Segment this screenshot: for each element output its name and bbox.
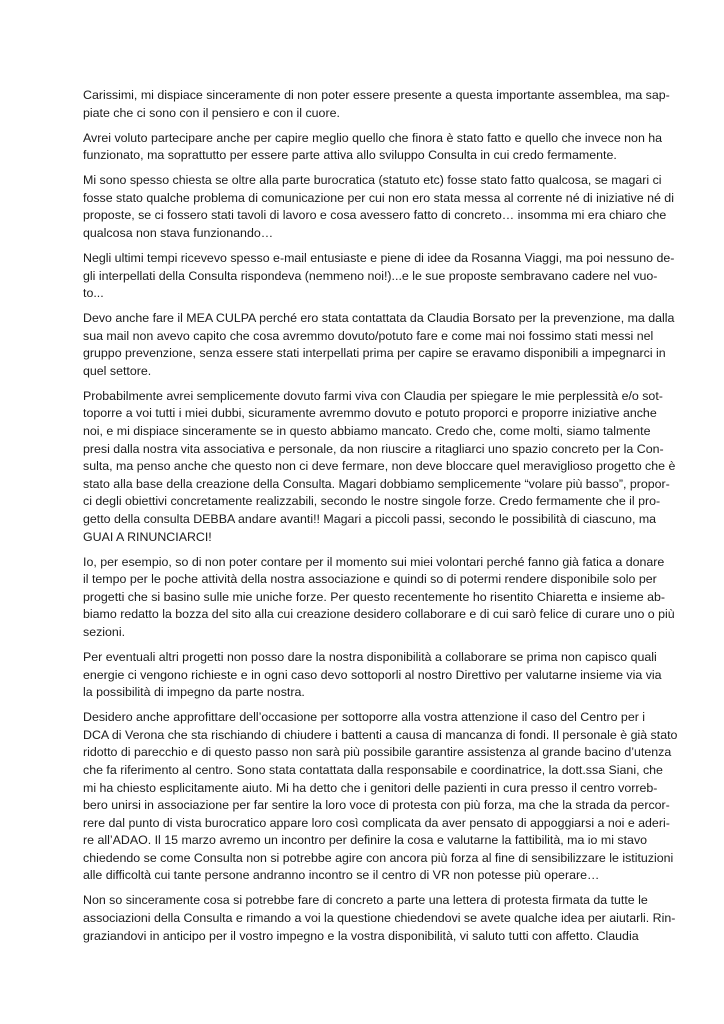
text-line: che fa riferimento al centro. Sono stata contattata dalla responsabile e coordinatrice, la dott.ssa Siani, che [83, 762, 663, 777]
letter-paragraph [83, 554, 675, 642]
letter-paragraph [83, 87, 670, 122]
text-line: GUAI A RINUNCIARCI! [83, 529, 212, 544]
text-line: proposte, se ci fossero stati tavoli di lavoro e cosa avessero fatto di concreto… insomma mi era chiaro che [83, 208, 667, 223]
text-line: sulta, ma penso anche che questo non ci deve fermare, non deve bloccare quel meraviglioso progetto che è [83, 459, 676, 474]
text-line: ci degli obiettivi concretamente realizzabili, secondo le nostre singole forze. Credo fermamente che il pro- [83, 494, 661, 509]
text-line: Carissimi, mi dispiace sinceramente di non poter essere presente a questa importante assemblea, ma sap- [83, 88, 670, 102]
text-line: getto della consulta DEBBA andare avanti!! Magari a piccoli passi, secondo le possibilità di ciascuno, ma [83, 512, 657, 527]
text-line: Io, per esempio, so di non poter contare per il momento sui miei volontari perché fanno già fatica a donare [83, 554, 665, 569]
text-line: fosse stato qualche problema di comunicazione per cui non ero stata messa al corrente né di iniziative né di [83, 190, 674, 205]
text-line: sezioni. [83, 624, 126, 639]
text-line: funzionato, ma soprattutto per essere parte attiva allo sviluppo Consulta in cui credo fermamente. [83, 148, 617, 163]
text-line: Negli ultimi tempi ricevevo spesso e-mail entusiaste e piene di idee da Rosanna Viaggi, ma poi nessuno de- [83, 250, 675, 265]
text-line: rere dal punto di vista burocratico appare loro così complicata da aver pensato di appoggiarsi a noi e aderi- [83, 815, 670, 830]
text-line: bero unirsi in associazione per far sentire la loro voce di protesta con più forza, ma che la strada da percor- [83, 798, 670, 813]
text-line: toporre a voi tutti i miei dubbi, sicuramente avremmo dovuto e potuto proporci e proporre iniziative anche [83, 406, 657, 421]
letter-paragraph [83, 172, 674, 242]
text-line: sua mail non avevo capito che cosa avremmo dovuto/potuto fare e come mai noi fossimo stati messi nel [83, 328, 654, 343]
letter-paragraph [83, 709, 678, 885]
text-line: gli interpellati della Consulta rispondeva (nemmeno noi!)...e le sue proposte sembravano cadere nel vuo- [83, 268, 658, 283]
text-line: Per eventuali altri progetti non posso dare la nostra disponibilità a collaborare se prima non capisco quali [83, 649, 657, 664]
text-line: progetti che si basino sulle mie uniche forze. Per questo recentemente ho risentito Chiaretta e insieme ab- [83, 589, 665, 604]
text-line: energie ci vengono richieste e in ogni caso devo sottoporli al nostro Direttivo per valutarne insieme via via [83, 667, 662, 682]
letter-paragraph [83, 388, 676, 546]
letter-paragraph [83, 310, 675, 380]
text-line: DCA di Verona che sta rischiando di chiudere i battenti a causa di mancanza di fondi. Il personale è già stato [83, 727, 678, 742]
text-line: graziandovi in anticipo per il vostro impegno e la vostra disponibilità, vi saluto tutti con affetto. Claudia [83, 928, 639, 943]
text-line: Devo anche fare il MEA CULPA perché ero stata contattata da Claudia Borsato per la prevenzione, ma dalla [83, 311, 675, 326]
text-line: to... [83, 286, 104, 301]
text-line: Mi sono spesso chiesta se oltre alla parte burocratica (statuto etc) fosse stato fatto qualcosa, se magari ci [83, 173, 662, 188]
text-line: quel settore. [83, 363, 152, 378]
text-line: stato alla base della creazione della Consulta. Magari dobbiamo semplicemente “volare più basso”, propor- [83, 476, 670, 491]
text-line: qualcosa non stava funzionando… [83, 225, 274, 240]
letter-paragraph [83, 130, 663, 165]
text-line: noi, e mi dispiace sinceramente se in questo abbiamo mancato. Credo che, come molti, siamo talmente [83, 424, 651, 439]
text-line: Desidero anche approfittare dell’occasione per sottoporre alla vostra attenzione il caso del Centro per i [83, 710, 646, 725]
text-line: presi dalla nostra vita associativa e personale, da non riuscire a ritagliarci uno spazio concreto per la Con- [83, 441, 664, 456]
text-line: chiedendo se come Consulta non si potrebbe agire con ancora più forza al fine di sensibilizzare le istituzioni [83, 850, 674, 865]
text-line: il tempo per le poche attività della nostra associazione e quindi so di potermi rendere disponibile solo per [83, 572, 657, 587]
text-line: associazioni della Consulta e rimando a voi la questione chiedendovi se avete qualche idea per aiutarli. Rin- [83, 911, 676, 926]
letter-paragraph [83, 649, 662, 702]
text-line: re all’ADAO. Il 15 marzo avremo un incontro per definire la cosa e valutarne la fattibilità, ma io mi stavo [83, 833, 648, 848]
letter-paragraph [83, 250, 675, 303]
text-line: ridotto di parecchio e di questo passo non sarà più possibile garantire assistenza al grande bacino d’utenza [83, 745, 672, 760]
text-line: Avrei voluto partecipare anche per capire meglio quello che finora è stato fatto e quello che invece non ha [83, 130, 663, 145]
text-line: la possibilità di impegno da parte nostra. [83, 685, 305, 700]
text-line: piate che ci sono con il pensiero e con il cuore. [83, 105, 340, 120]
letter-paragraph [83, 892, 676, 945]
text-line: mi ha chiesto esplicitamente aiuto. Mi ha detto che i genitori delle pazienti in cura presso il centro vorreb- [83, 780, 658, 795]
text-line: alle difficoltà cui tante persone andranno incontro se il centro di VR non potesse più operare… [83, 868, 600, 883]
text-line: Probabilmente avrei semplicemente dovuto farmi viva con Claudia per spiegare le mie perplessità e/o sot- [83, 388, 663, 403]
text-line: gruppo prevenzione, senza essere stati interpellati prima per capire se eravamo disponibili a impegnarci in [83, 346, 666, 361]
text-line: Non so sinceramente cosa si potrebbe fare di concreto a parte una lettera di protesta firmata da tutte le [83, 893, 648, 908]
text-line: biamo redatto la bozza del sito alla cui creazione desidero collaborare e di cui sarò felice di curare uno o più [83, 607, 675, 622]
letter-body [83, 87, 678, 953]
